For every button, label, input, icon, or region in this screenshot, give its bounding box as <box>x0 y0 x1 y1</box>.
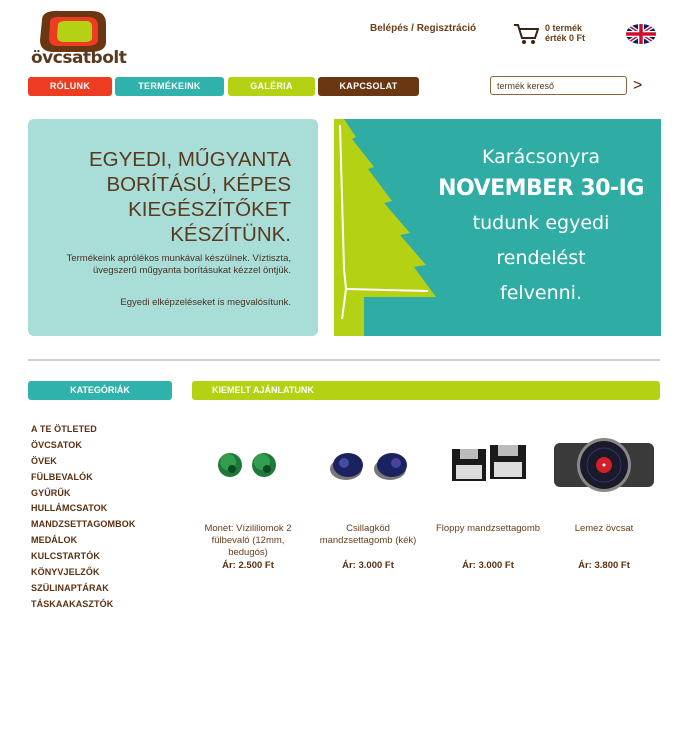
category-item[interactable]: GYŰRŰK <box>31 487 71 498</box>
nav-galeria-button[interactable]: GALÉRIA <box>228 77 315 96</box>
xmas-line-3: tudunk egyedi <box>472 212 610 234</box>
search-submit-button[interactable]: > <box>633 77 643 94</box>
categories-header: KATEGÓRIÁK <box>28 381 172 400</box>
category-item[interactable]: SZÜLINAPTÁRAK <box>31 582 109 593</box>
vinyl-buckle-image[interactable] <box>548 425 660 517</box>
banner-description: Termékeink aprólékos munkával készülnek. Víztiszta, üvegszerű műgyanta borításukat kézzel öntjük. <box>66 253 291 276</box>
cart-icon[interactable] <box>513 22 539 46</box>
product-price: Ár: 2.500 Ft <box>222 560 274 571</box>
category-item[interactable]: HULLÁMCSATOK <box>31 503 108 514</box>
category-item[interactable]: TÁSKAAKASZTÓK <box>31 598 114 609</box>
category-item[interactable]: KÖNYVJELZŐK <box>31 567 100 578</box>
floppy-cufflinks-image[interactable] <box>432 425 544 517</box>
featured-header: KIEMELT AJÁNLATUNK <box>192 381 660 400</box>
cufflinks-image[interactable] <box>312 425 424 517</box>
cart-summary[interactable] <box>545 23 585 43</box>
banner-custom-note: Egyedi elképzeléseket is megvalósítunk. <box>120 297 291 308</box>
product-search-input[interactable] <box>490 76 627 95</box>
category-item[interactable]: MANDZSETTAGOMBOK <box>31 519 136 530</box>
nav-rolunk-button[interactable]: RÓLUNK <box>28 77 112 96</box>
banner-headline: EGYEDI, MŰGYANTA BORÍTÁSÚ, KÉPES KIEGÉSZÍTŐKET KÉSZÍTÜNK. <box>89 148 291 246</box>
product-name[interactable]: Floppy mandzsettagomb <box>435 523 541 534</box>
christmas-message <box>426 141 656 311</box>
nav-termekeink-button[interactable]: TERMÉKEINK <box>115 77 224 96</box>
category-item[interactable]: MEDÁLOK <box>31 535 78 546</box>
cart-items: 0 termék <box>545 23 583 33</box>
categories-list <box>31 422 135 613</box>
category-item[interactable]: FÜLBEVALÓK <box>31 471 93 482</box>
xmas-line-2: NOVEMBER 30-IG <box>438 176 644 201</box>
xmas-line-4: rendelést <box>496 247 586 269</box>
product-price: Ár: 3.000 Ft <box>342 560 394 571</box>
cart-value: érték 0 Ft <box>545 33 586 43</box>
product-price: Ár: 3.800 Ft <box>578 560 630 571</box>
category-item[interactable]: KULCSTARTÓK <box>31 551 100 562</box>
earrings-image[interactable] <box>192 425 304 517</box>
nav-kapcsolat-button[interactable]: KAPCSOLAT <box>318 77 419 96</box>
product-price: Ár: 3.000 Ft <box>462 560 514 571</box>
category-item[interactable]: ÖVCSATOK <box>31 439 82 450</box>
xmas-line-5: felvenni. <box>500 282 582 304</box>
product-name[interactable]: Monet: Vízililiomok 2 fülbevaló (12mm, bedugós) <box>204 523 292 558</box>
intro-banner <box>28 119 318 336</box>
product-name[interactable]: Lemez övcsat <box>574 523 634 534</box>
login-register-link[interactable]: Belépés / Regisztráció <box>370 23 477 34</box>
xmas-line-1: Karácsonyra <box>482 146 600 168</box>
uk-flag-icon[interactable] <box>626 24 656 44</box>
category-item[interactable]: ÖVEK <box>31 455 57 466</box>
christmas-banner[interactable] <box>334 119 661 336</box>
product-name[interactable]: Csillagköd mandzsettagomb (kék) <box>319 523 417 546</box>
logo-text: övcsatbolt <box>31 48 127 68</box>
section-divider <box>28 359 660 361</box>
category-item[interactable]: A TE ÖTLETED <box>31 424 97 434</box>
